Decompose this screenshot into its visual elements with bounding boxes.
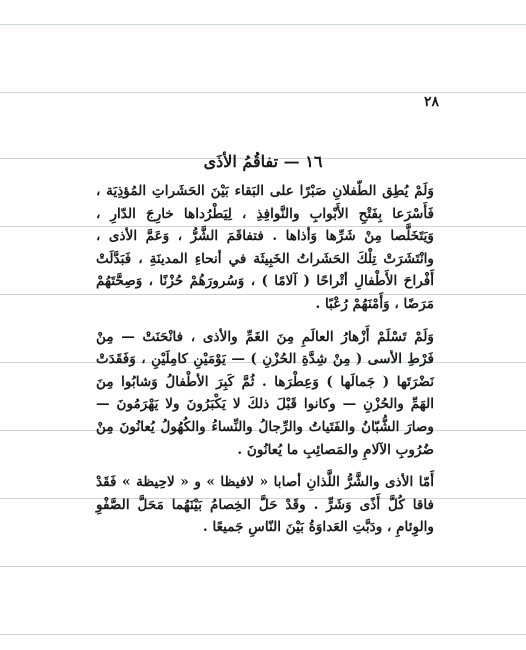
paragraph: وَلَمْ تَسْلَمْ أَزْهارُ العالَمِ مِنَ الغَمِّ والأذى ، فانْحَنَتْ — مِنْ فَرْطِ الأسى ( مِنْ شِدَّةِ الحُزْنِ ) — يَوْمَيْنِ كامِلَيْنِ ، وَفَقَدَتْ نَضْرَتَها ( جَمالَها ) وَعِطْرَها . ثُمَّ كَبِرَ الأطْفالُ وَشابُوا مِنَ الهَمِّ والحُزْنِ — وكانوا قَبْلَ ذلكَ لا يَكْبَرُونَ ولا يَهْرَمُونَ — وصارَ الشُّبّانُ والفَتَياتُ والرِّجالُ والنِّساءُ والكُهُولُ يُعانُونَ مِنْ ضُرُوبِ الآلامِ والمَصائِبِ ما يُعانُونَ . [96, 328, 434, 458]
page-number: ٢٨ [424, 94, 440, 110]
body-text [96, 180, 434, 549]
paragraph: أَمّا الأذى والشَّرُّ اللَّذانِ أصابا « لافيظا » و « لاحِيظة » فَقَدْ فاقا كُلَّ أَذًى وَشَرٍّ . وقَدْ حَلَّ الخِصامُ بَيْنَهُما مَحَلَّ الصَّفْوِ والوِئامِ ، ودَبَّتِ العَداوَةُ بَيْنَ النّاسِ جَميعًا . [96, 474, 434, 536]
ruled-line [0, 24, 526, 25]
ruled-line [0, 634, 526, 635]
ruled-line [0, 92, 526, 93]
ruled-line [0, 566, 526, 567]
chapter-heading: ١٦ — تفاقُمُ الأذَى [203, 152, 323, 171]
paragraph: وَلَمْ يُطِق الطّفلانِ صَبْرًا على البَقاء بَيْنَ الحَشَراتِ المُؤذِيَة ، فَأَسْرَعا بِفَتْحِ الأَبْوابِ والنَّوافِذِ ، لِيَطْرُداها خارِجَ الدّارِ ، وَيَتَخَلَّصا مِنْ شَرِّها وَأذاها . فتفاقَمَ الشَّرُّ ، وَعَمَّ الأذى ، وانْتَشَرَتْ تِلْكَ الحَشَراتُ الخَبِيثَة في أنحاءِ المدينَةِ ، فَبَدَّلَتْ أَفْراحَ الأَطْفالِ أتْراحًا ( آلامًا ) ، وَسُرورَهُمْ حُزْنًا ، وَصِحَّتَهُمْ مَرَضًا ، وَأَمْنَهُمْ رُعْبًا . [96, 183, 434, 312]
